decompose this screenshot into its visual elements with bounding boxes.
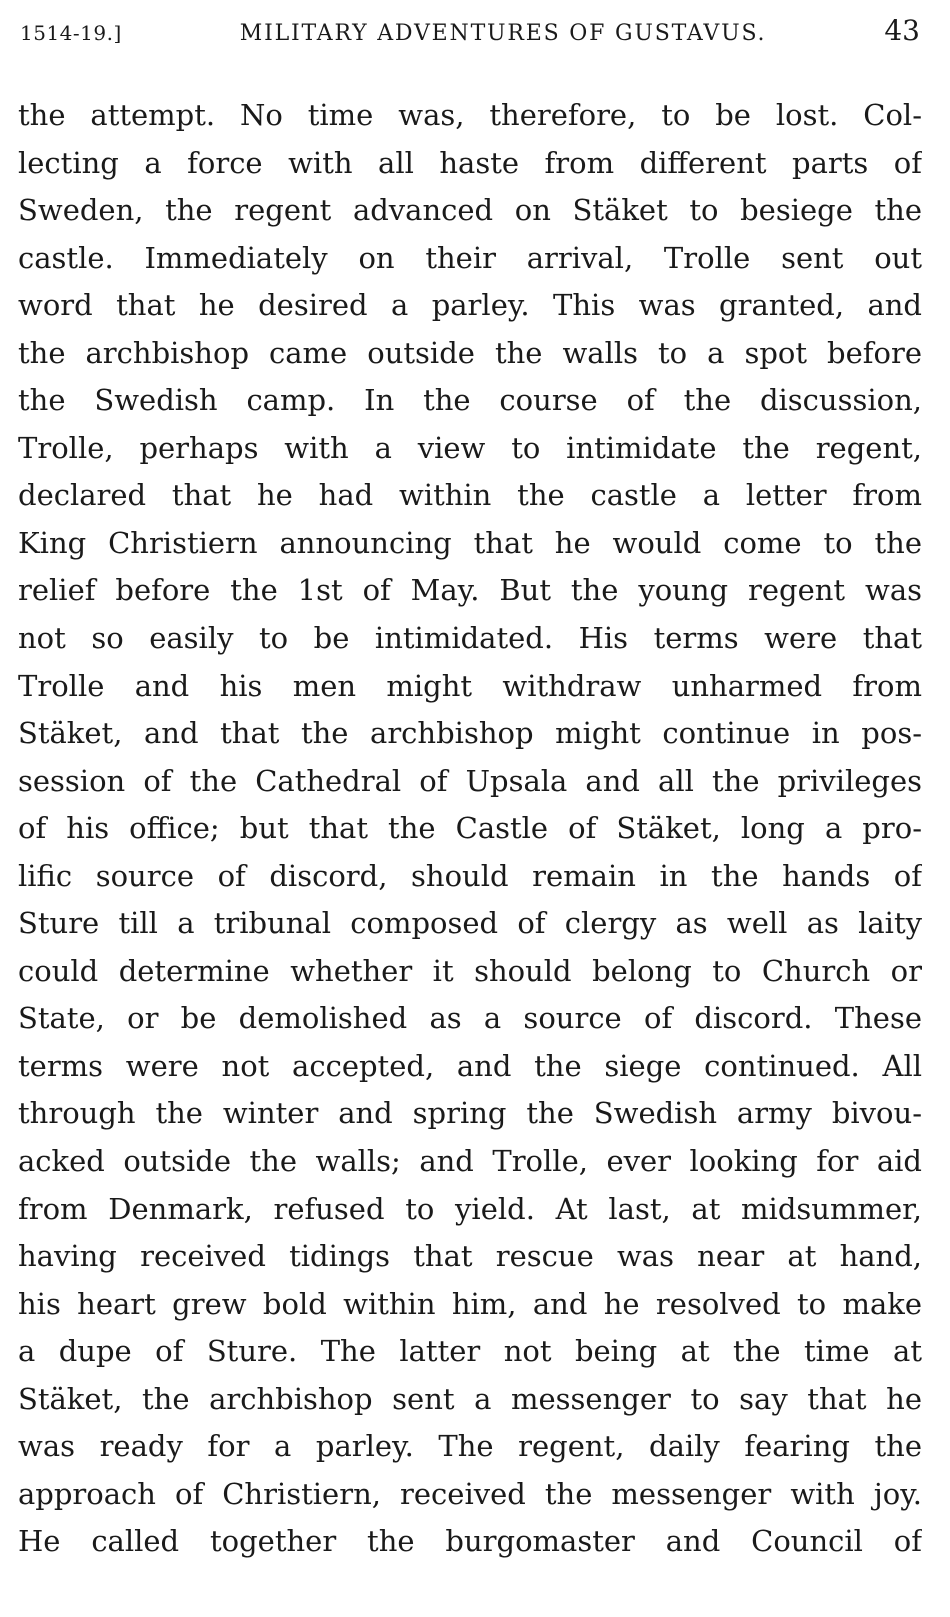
text-line: Stäket, the archbishop sent a messenger to say that he	[18, 1381, 922, 1416]
text-line: Trolle and his men might withdraw unharmed from	[18, 668, 922, 703]
text-line: not so easily to be intimidated. His terms were that	[18, 621, 922, 656]
text-line: of his office; but that the Castle of Stäket, long a pro-	[18, 811, 922, 846]
text-line: could determine whether it should belong to Church or	[18, 953, 922, 988]
text-line: terms were not accepted, and the siege continued. All	[18, 1048, 922, 1083]
text-line: word that he desired a parley. This was granted, and	[18, 288, 922, 323]
text-line: He called together the burgomaster and Council of	[18, 1524, 922, 1559]
text-line: was ready for a parley. The regent, daily fearing the	[18, 1429, 922, 1464]
text-line: State, or be demolished as a source of discord. These	[18, 1001, 922, 1036]
text-line: lific source of discord, should remain in the hands of	[18, 858, 922, 893]
text-line: having received tidings that rescue was near at hand,	[18, 1239, 922, 1274]
text-line: relief before the 1st of May. But the young regent was	[18, 573, 922, 608]
text-line: from Denmark, refused to yield. At last, at midsummer,	[18, 1191, 922, 1226]
body-text	[18, 92, 922, 1566]
text-line: Sweden, the regent advanced on Stäket to besiege the	[18, 193, 922, 228]
text-line: his heart grew bold within him, and he resolved to make	[18, 1286, 922, 1321]
text-line: approach of Christiern, received the messenger with joy.	[18, 1476, 922, 1511]
running-header	[20, 14, 920, 54]
text-line: the Swedish camp. In the course of the discussion,	[18, 383, 922, 418]
text-line: lecting a force with all haste from different parts of	[18, 145, 922, 180]
text-line: Sture till a tribunal composed of clergy as well as laity	[18, 906, 922, 941]
text-line: King Christiern announcing that he would come to the	[18, 525, 922, 560]
page-number: 43	[884, 14, 920, 47]
text-line: declared that he had within the castle a letter from	[18, 478, 922, 513]
text-line: a dupe of Sture. The latter not being at the time at	[18, 1334, 922, 1369]
text-line: acked outside the walls; and Trolle, ever looking for aid	[18, 1144, 922, 1179]
text-line: the attempt. No time was, therefore, to be lost. Col-	[18, 98, 922, 132]
header-years: 1514-19.]	[20, 21, 122, 45]
text-line: Trolle, perhaps with a view to intimidate the regent,	[18, 430, 922, 465]
text-line: session of the Cathedral of Upsala and all the privileges	[18, 763, 922, 798]
text-line: through the winter and spring the Swedish army bivou-	[18, 1096, 922, 1131]
text-line: the archbishop came outside the walls to a spot before	[18, 335, 922, 370]
text-line: castle. Immediately on their arrival, Trolle sent out	[18, 240, 922, 275]
text-line: Stäket, and that the archbishop might continue in pos-	[18, 716, 922, 751]
header-title: MILITARY ADVENTURES OF GUSTAVUS.	[239, 21, 767, 46]
